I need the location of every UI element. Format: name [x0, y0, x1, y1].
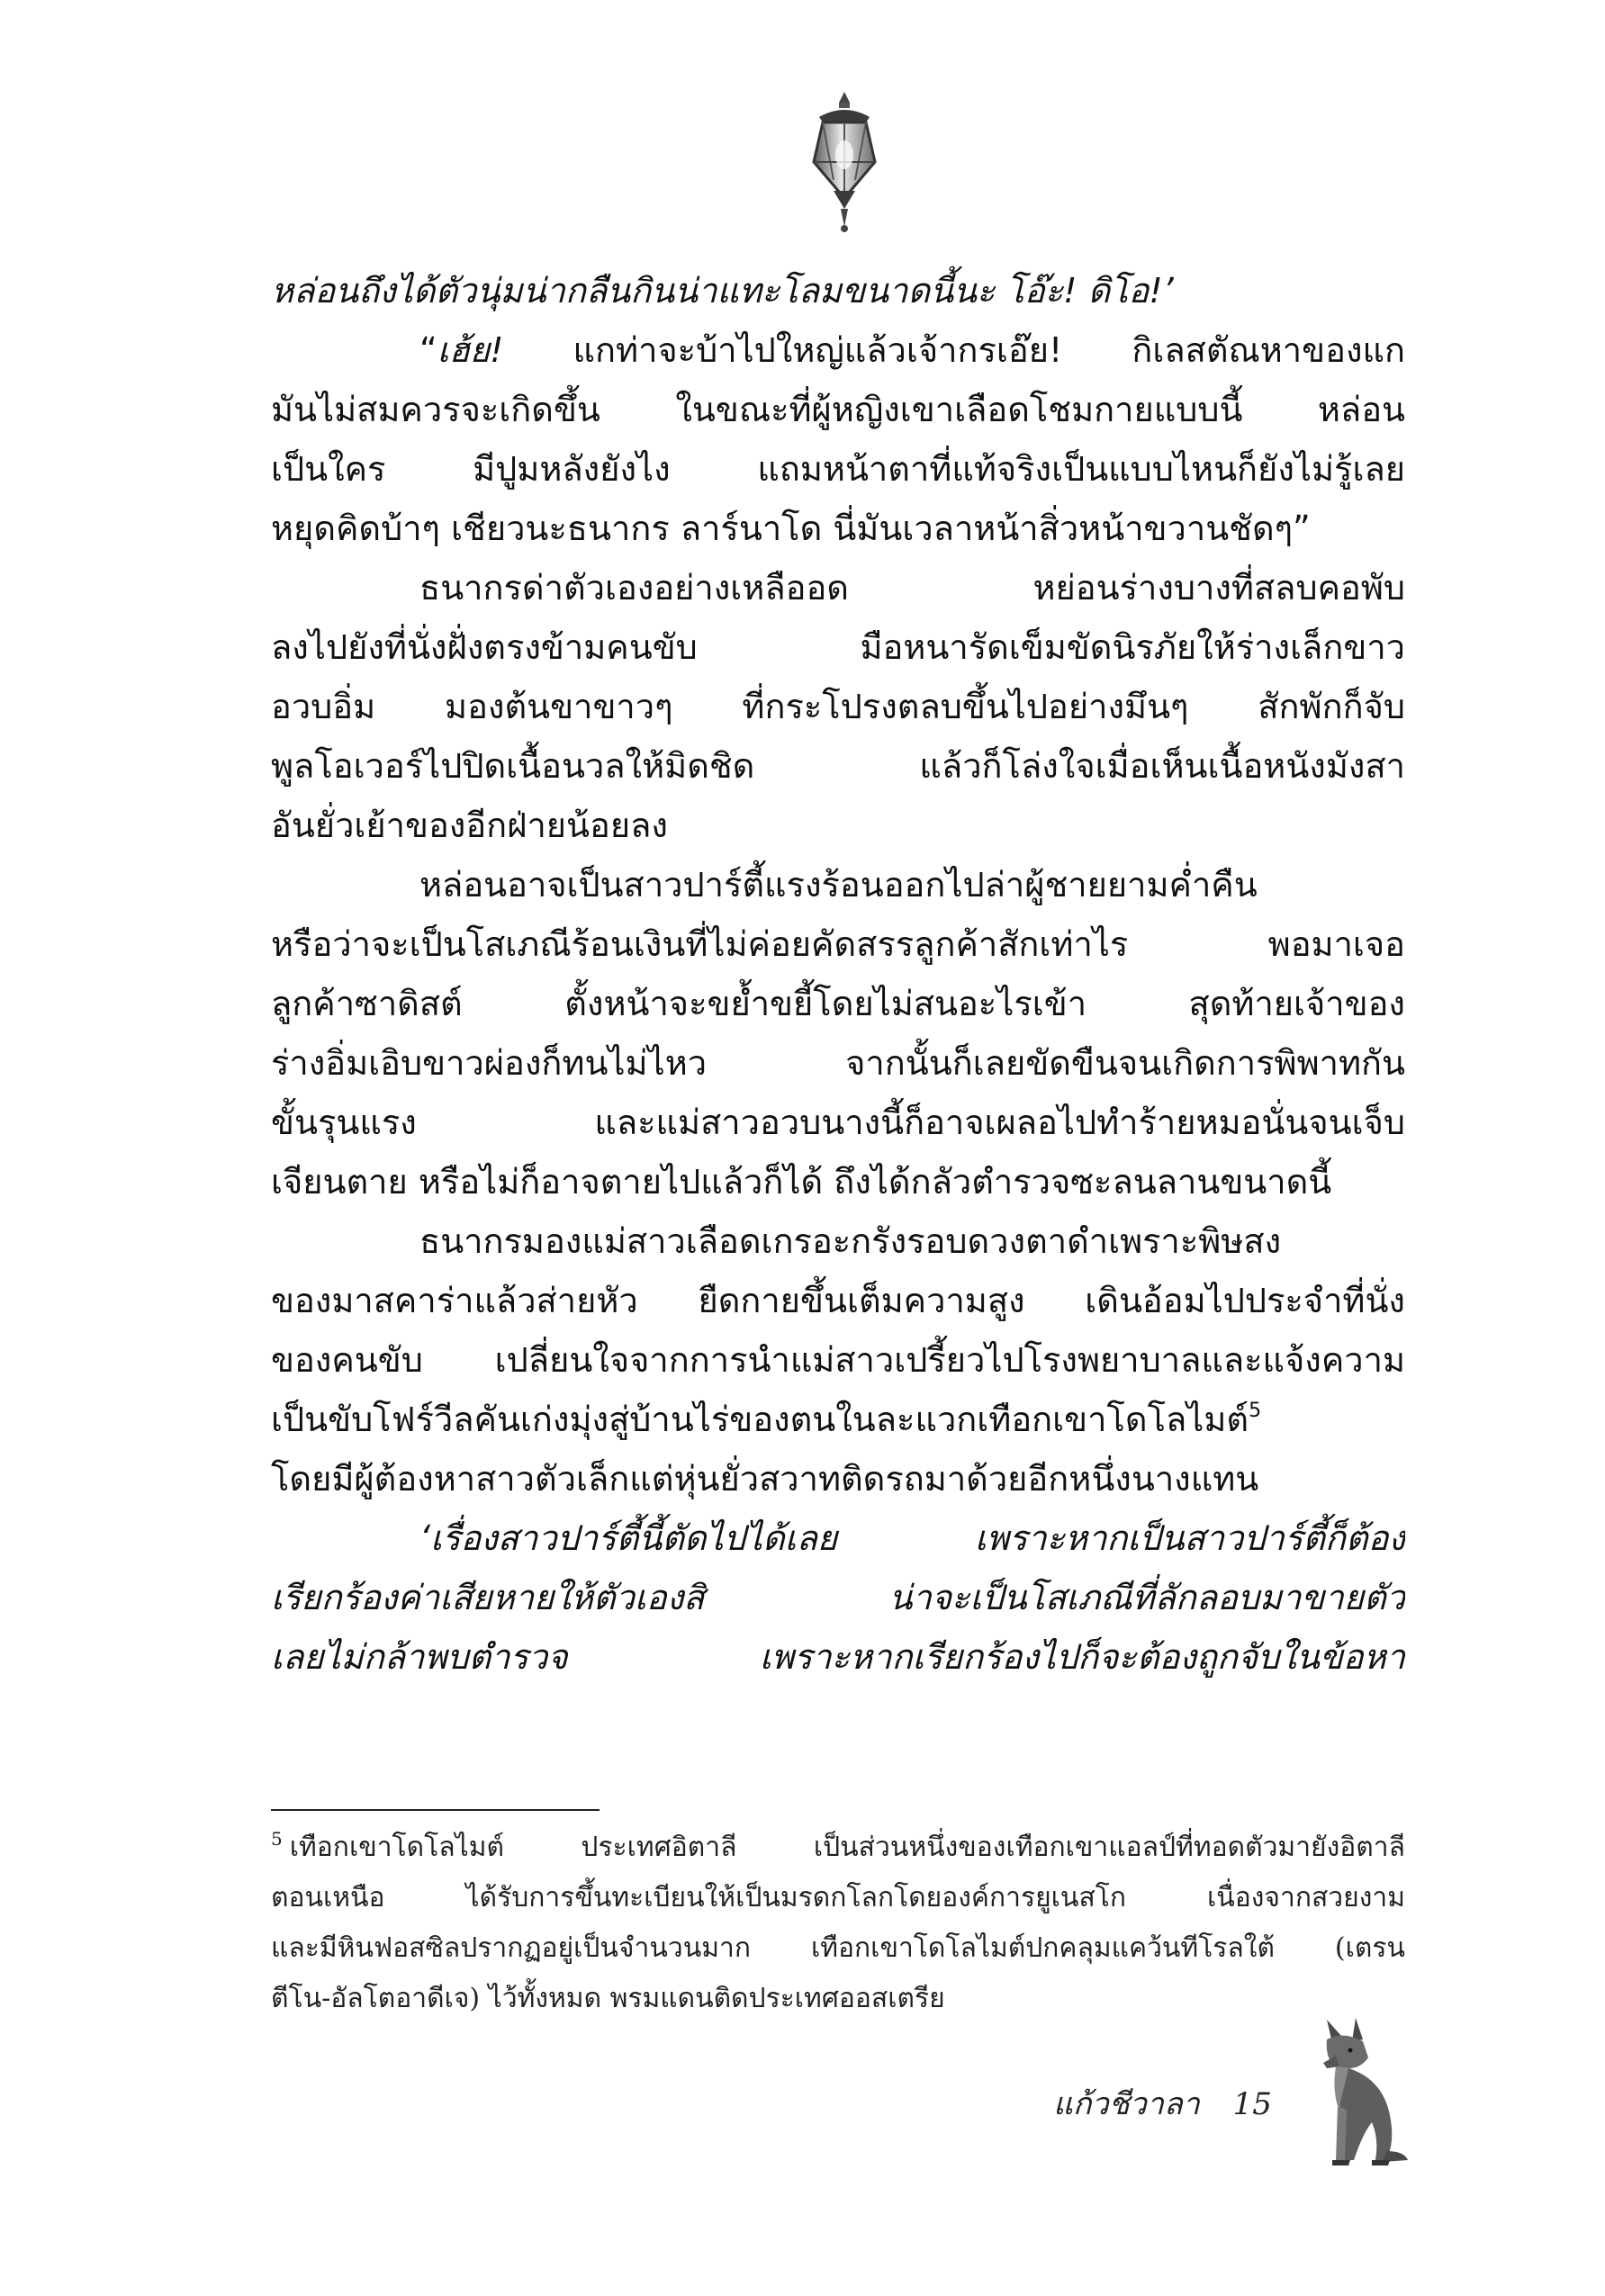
body-line	[271, 499, 1405, 558]
text-segment: พูลโอเวอร์ไปปิดเนื้อนวลให้มิดชิด แล้วก็โล่งใจเมื่อเห็นเนื้อหนังมังสา	[271, 746, 1405, 786]
page-footer	[1053, 2079, 1272, 2122]
text-segment: หล่อนอาจเป็นสาวปาร์ตี้แรงร้อนออกไปล่าผู้ชายยามค่ำคืน	[419, 865, 1258, 905]
lantern-icon	[803, 90, 886, 234]
text-segment: ร่างอิ่มเอิบขาวผ่องก็ทนไม่ไหว จากนั้นก็เลยขัดขืนจนเกิดการพิพาทกัน	[271, 1043, 1405, 1083]
body-line	[271, 855, 1405, 914]
text-segment: เจียนตาย หรือไม่ก็อาจตายไปแล้วก็ได้ ถึงได้กลัวตำรวจซะลนลานขนาดนี้	[271, 1162, 1332, 1202]
text-segment: “	[419, 330, 437, 370]
text-segment: มันไม่สมควรจะเกิดขึ้น ในขณะที่ผู้หญิงเขาเลือดโชมกายแบบนี้ หล่อน	[271, 390, 1405, 429]
body-line	[271, 1152, 1405, 1211]
text-segment: ธนากรด่าตัวเองอย่างเหลืออด หย่อนร่างบางที่สลบคอพับ	[419, 568, 1405, 608]
text-segment: ‘เรื่องสาวปาร์ตี้นี้ตัดไปได้เลย เพราะหากเป็นสาวปาร์ตี้ก็ต้อง	[419, 1518, 1405, 1558]
body-line	[271, 1330, 1405, 1390]
text-segment: ลูกค้าซาดิสต์ ตั้งหน้าจะขย้ำขยี้โดยไม่สนอะไรเข้า สุดท้ายเจ้าของ	[271, 984, 1405, 1023]
footnote-line: ตีโน-อัลโตอาดีเจ) ไว้ทั้งหมด พรมแดนติดประเทศออสเตรีย	[271, 1983, 945, 2014]
body-line	[271, 1568, 1405, 1627]
text-segment: ขั้นรุนแรง และแม่สาวอวบนางนี้ก็อาจเผลอไปทำร้ายหมอนั่นจนเจ็บ	[271, 1103, 1405, 1142]
body-line	[271, 320, 1405, 380]
body-line	[271, 736, 1405, 796]
body-line	[271, 974, 1405, 1033]
footnote-line: ตอนเหนือ ได้รับการขึ้นทะเบียนให้เป็นมรดกโลกโดยองค์การยูเนสโก เนื่องจากสวยงาม	[271, 1882, 1405, 1913]
body-text	[271, 261, 1405, 1687]
body-line	[271, 1271, 1405, 1330]
page-number: 15	[1232, 2086, 1272, 2122]
body-line	[271, 1033, 1405, 1093]
body-line	[271, 796, 1405, 855]
body-line	[271, 1449, 1405, 1508]
text-segment: หรือว่าจะเป็นโสเภณีร้อนเงินที่ไม่ค่อยคัดสรรลูกค้าสักเท่าไร พอมาเจอ	[271, 924, 1405, 964]
dog-icon	[1296, 2016, 1413, 2169]
text-segment: โดยมีผู้ต้องหาสาวตัวเล็กแต่หุ่นยั่วสวาทติดรถมาด้วยอีกหนึ่งนางแทน	[271, 1459, 1259, 1499]
footnote-line: และมีหินฟอสซิลปรากฏอยู่เป็นจำนวนมาก เทือกเขาโดโลไมต์ปกคลุมแคว้นทีโรลใต้ (เตรน	[271, 1932, 1405, 1964]
text-segment: เป็นขับโฟร์วีลคันเก่งมุ่งสู่บ้านไร่ของตนในละแวกเทือกเขาโดโลไมต์	[271, 1400, 1249, 1439]
text-segment: ของคนขับ เปลี่ยนใจจากการนำแม่สาวเปรี้ยวไปโรงพยาบาลและแจ้งความ	[271, 1340, 1405, 1380]
text-segment: ธนากรมองแม่สาวเลือดเกรอะกรังรอบดวงตาดำเพราะพิษสง	[419, 1221, 1282, 1261]
footnote-divider	[271, 1809, 600, 1811]
text-segment: อวบอิ่ม มองต้นขาขาวๆ ที่กระโปรงตลบขึ้นไปอย่างมึนๆ สักพักก็จับ	[271, 687, 1405, 726]
body-line	[271, 558, 1405, 617]
text-segment: ของมาสคาร่าแล้วส่ายหัว ยืดกายขึ้นเต็มความสูง เดินอ้อมไปประจำที่นั่ง	[271, 1281, 1405, 1320]
body-line	[271, 380, 1405, 439]
text-segment: แกท่าจะบ้าไปใหญ่แล้วเจ้ากรเอ๊ย! กิเลสตัณหาของแก	[503, 330, 1405, 370]
body-line	[271, 1627, 1405, 1687]
body-line	[271, 677, 1405, 736]
footnote-line: $^5$ เทือกเขาโดโลไมต์ ประเทศอิตาลี เป็นส่วนหนึ่งของเทือกเขาแอลป์ที่ทอดตัวมายังอิตาลี	[271, 1828, 1405, 1863]
body-line	[271, 1390, 1405, 1449]
body-line	[271, 261, 1405, 320]
footnote-marker: 5	[271, 1828, 283, 1850]
text-segment: เลยไม่กล้าพบตำรวจ เพราะหากเรียกร้องไปก็จะต้องถูกจับในข้อหา	[271, 1637, 1405, 1677]
text-segment: เรียกร้องค่าเสียหายให้ตัวเองสิ น่าจะเป็นโสเภณีที่ลักลอบมาขายตัว	[271, 1578, 1405, 1617]
body-line	[271, 439, 1405, 499]
footnote	[271, 1823, 1405, 2024]
footnote-reference: 5	[1249, 1400, 1262, 1422]
body-line	[271, 1211, 1405, 1271]
text-segment: หล่อนถึงได้ตัวนุ่มน่ากลืนกินน่าแทะโลมขนาดนี้นะ โอ๊ะ! ดิโอ!’	[271, 271, 1174, 311]
text-segment: หยุดคิดบ้าๆ เชียวนะธนากร ลาร์นาโด นี่มันเวลาหน้าสิ่วหน้าขวานชัดๆ”	[271, 509, 1311, 548]
body-line	[271, 1508, 1405, 1568]
text-segment: เฮ้ย!	[437, 330, 504, 370]
text-segment: อันยั่วเย้าของอีกฝ่ายน้อยลง	[271, 806, 668, 845]
text-segment: ลงไปยังที่นั่งฝั่งตรงข้ามคนขับ มือหนารัดเข็มขัดนิรภัยให้ร่างเล็กขาว	[271, 627, 1405, 667]
body-line	[271, 914, 1405, 974]
body-line	[271, 617, 1405, 677]
text-segment: เป็นใคร มีปูมหลังยังไง แถมหน้าตาที่แท้จริงเป็นแบบไหนก็ยังไม่รู้เลย	[271, 449, 1405, 489]
book-title: แก้วชีวาลา	[1053, 2086, 1200, 2122]
body-line	[271, 1093, 1405, 1152]
